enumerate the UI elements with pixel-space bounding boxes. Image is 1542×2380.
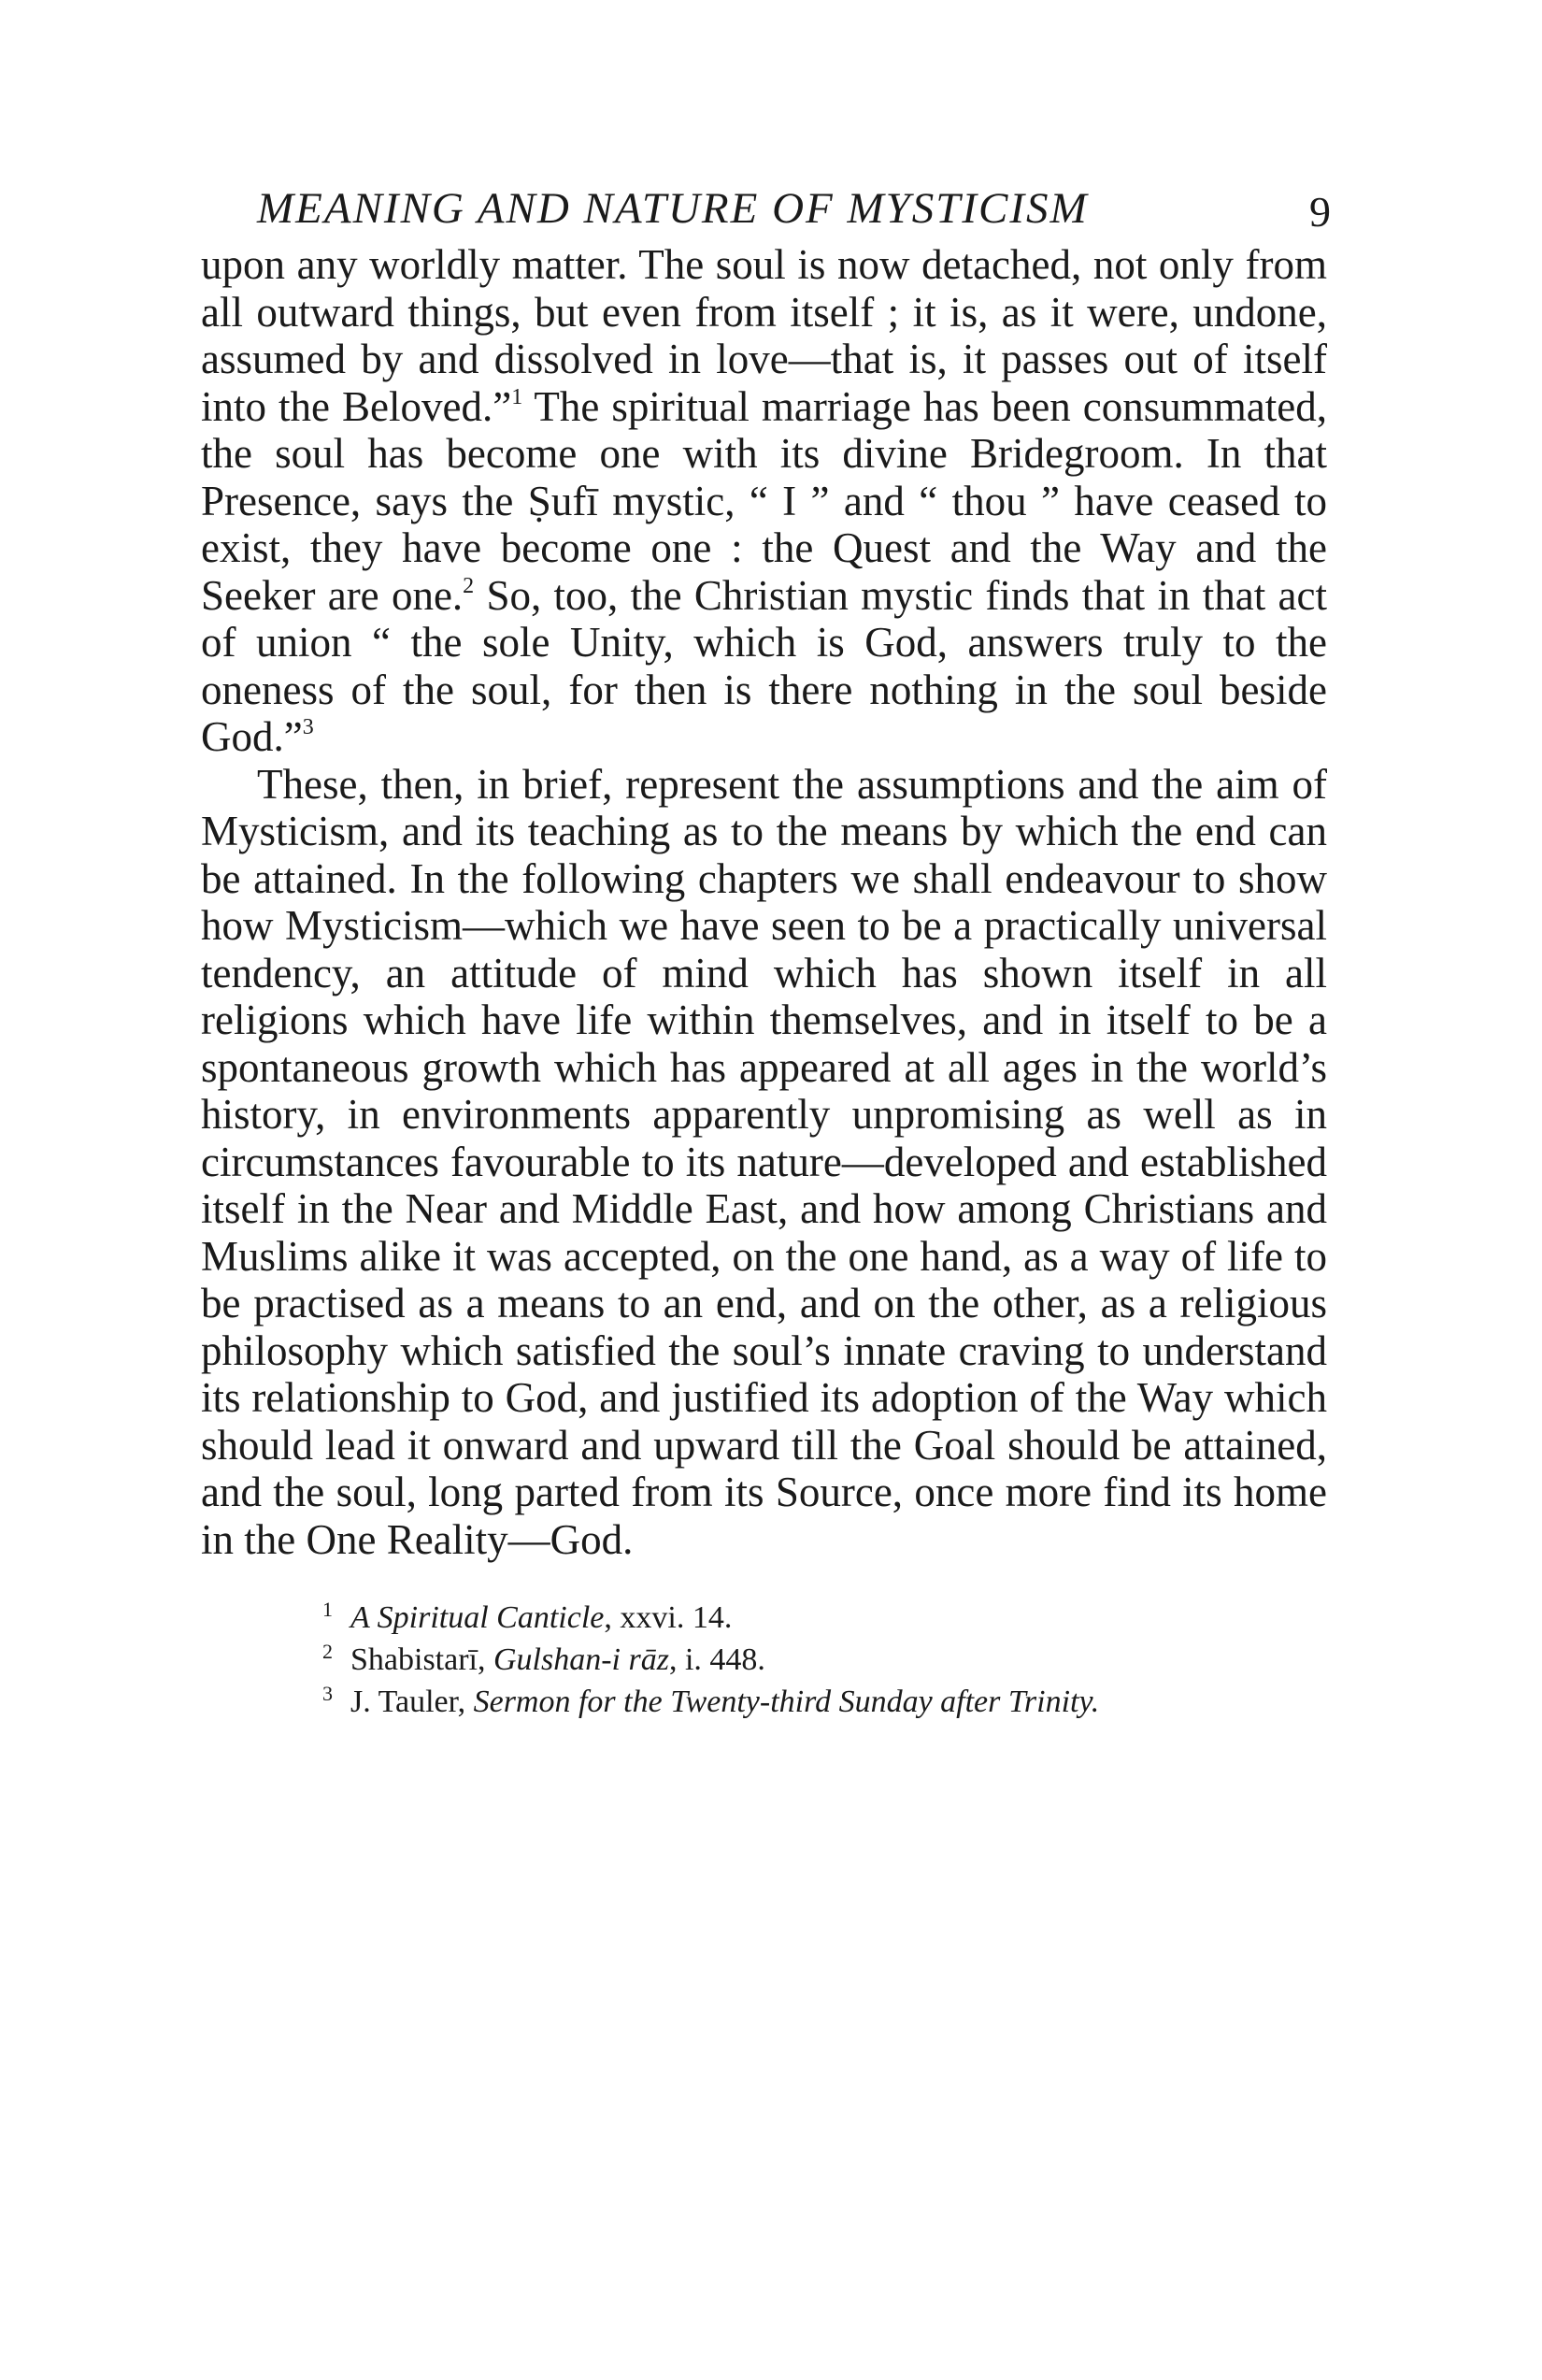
footnote-citation: , xxvi. 14.	[604, 1600, 733, 1635]
page-number: 9	[1309, 188, 1331, 236]
footnote-ref-3: 3	[302, 715, 314, 739]
footnote-ref-1: 1	[511, 384, 523, 409]
footnote-text	[350, 1641, 765, 1680]
footnote-3	[322, 1683, 1327, 1725]
footnote-title: Gulshan-i rāz	[493, 1642, 669, 1677]
footnote-ref-2: 2	[463, 573, 475, 598]
chapter-title: MEANING AND NATURE OF MYSTICISM	[257, 184, 1089, 233]
footnote-title: Sermon for the Twenty-third Sunday after Trinity.	[473, 1685, 1100, 1719]
body-text	[201, 241, 1327, 1563]
paragraph-1-text-b: The spiritual marriage has been consummated, the soul has become one with its divine Bridegroom. In that Presence, says the Ṣufī mystic, “ I ” and “ thou ” have ceased to exist, they have become one : the Quest and the Way and the Seeker are one.	[201, 382, 1327, 619]
footnote-number: 1	[322, 1598, 333, 1621]
footnote-2	[322, 1641, 1327, 1683]
footnote-citation: , i. 448.	[668, 1642, 765, 1677]
book-page	[201, 178, 1331, 1725]
paragraph-1-text-c: So, too, the Christian mystic finds that in that act of union “ the sole Unity, which is God, answers truly to the oneness of the soul, for then is there nothing in the soul beside God.”	[201, 571, 1327, 760]
footnote-number: 3	[322, 1682, 333, 1705]
footnote-text	[350, 1599, 732, 1638]
footnote-text	[350, 1683, 1099, 1722]
paragraph-2: These, then, in brief, represent the assumptions and the aim of Mysticism, and its teaching as to the means by which the end can be attained. In the following chapters we shall endeavour to show how Mysticism—which we have seen to be a practically universal tendency, an attitude of mind which has shown itself in all religions which have life within themselves, and in itself to be a spontaneous growth which has appeared at all ages in the world’s history, in environments apparently unpromising as well as in circumstances favourable to its nature—developed and established itself in the Near and Middle East, and how among Christians and Muslims alike it was accepted, on the one hand, as a way of life to be practised as a means to an end, and on the other, as a religious philosophy which satisfied the soul’s innate craving to understand its relationship to God, and justified its adoption of the Way which should lead it onward and upward till the Goal should be attained, and the soul, long parted from its Source, once more find its home in the One Reality—God.	[201, 760, 1327, 1563]
footnote-number: 2	[322, 1640, 333, 1663]
footnote-title: A Spiritual Canticle	[350, 1600, 605, 1635]
running-header	[257, 178, 1331, 239]
paragraph-1-text-a: upon any worldly matter. The soul is now detached, not only from all outward things, but even from itself ; it is, as it were, undone, assumed by and dissolved in love—that is, it passes out of itself into the Beloved.”	[201, 241, 1327, 430]
footnote-author: Shabistarī,	[350, 1642, 493, 1677]
footnote-1	[322, 1599, 1327, 1641]
footnote-author: J. Tauler,	[350, 1685, 474, 1719]
paragraph-1	[201, 241, 1327, 761]
footnotes	[322, 1599, 1327, 1725]
